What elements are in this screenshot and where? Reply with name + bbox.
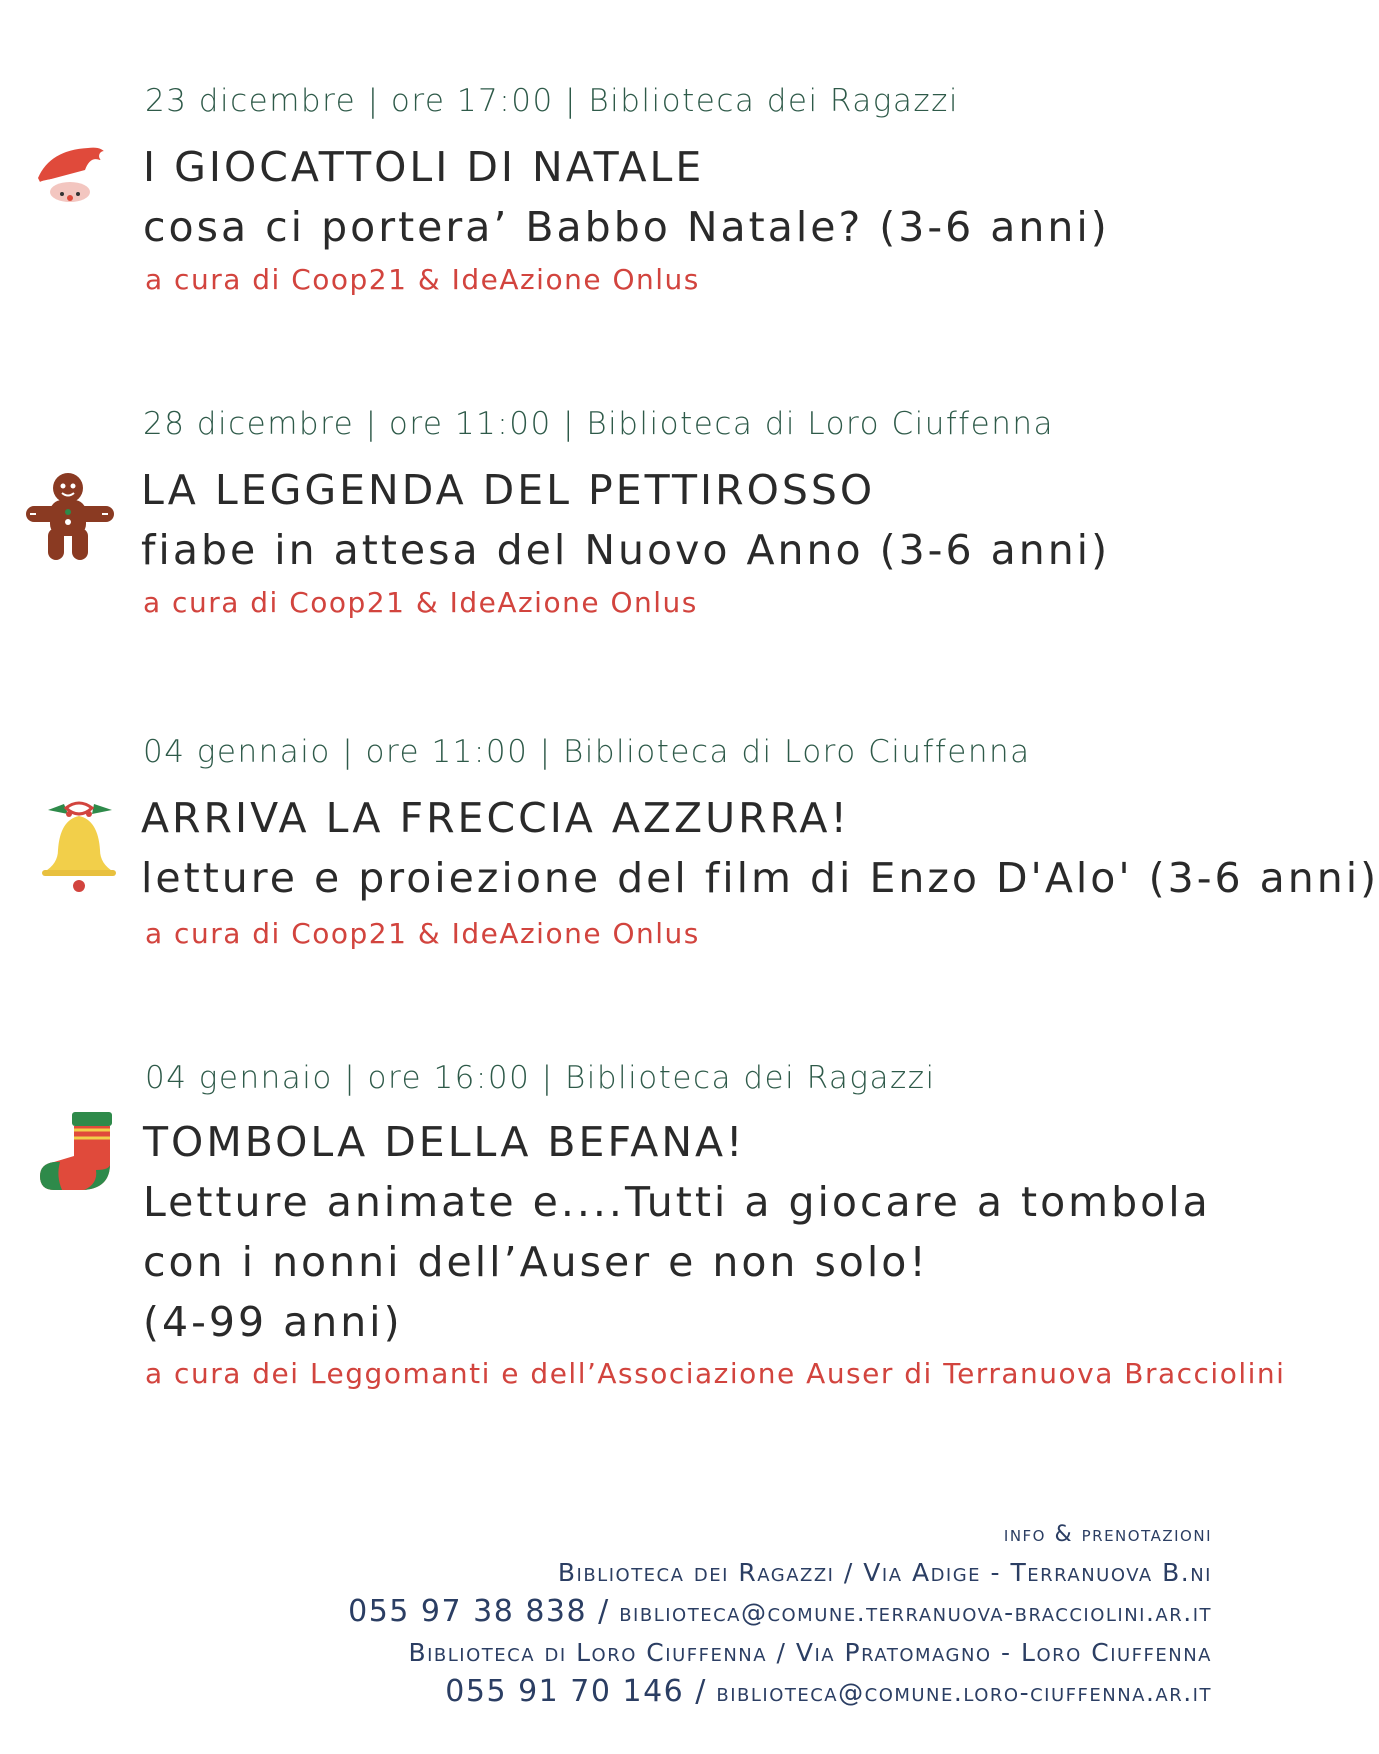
event-line-1: Letture animate e....Tutti a giocare a tombola [143, 1178, 1211, 1226]
event-meta: 04 gennaio | ore 11:00 | Biblioteca di Loro Ciuffenna [143, 734, 1031, 770]
event-subtitle: letture e proiezione del film di Enzo D'Alo' (3-6 anni) [141, 854, 1379, 902]
footer-phone-2: 055 91 70 146 / [445, 1674, 707, 1709]
event-meta: 04 gennaio | ore 16:00 | Biblioteca dei Ragazzi [145, 1060, 936, 1096]
christmas-stocking-icon [38, 1110, 128, 1200]
event-line-3: (4-99 anni) [143, 1298, 403, 1346]
event-title: ARRIVA LA FRECCIA AZZURRA! [141, 794, 850, 842]
event-title: I GIOCATTOLI DI NATALE [143, 143, 705, 191]
footer-phone-1: 055 97 38 838 / [348, 1594, 610, 1629]
event-subtitle: cosa ci portera’ Babbo Natale? (3-6 anni) [143, 203, 1110, 251]
gingerbread-man-icon [22, 470, 112, 560]
event-title: TOMBOLA DELLA BEFANA! [143, 1118, 746, 1166]
event-line-2: con i nonni dell’Auser e non solo! [143, 1238, 929, 1286]
footer-contact-1 [348, 1594, 1212, 1629]
christmas-bell-icon [34, 800, 124, 890]
footer-email-1[interactable]: biblioteca@comune.terranuova-bracciolini.ar.it [619, 1598, 1212, 1627]
santa-hat-icon [30, 140, 120, 230]
event-subtitle: fiabe in attesa del Nuovo Anno (3-6 anni) [141, 526, 1111, 574]
footer-contact-2 [445, 1674, 1212, 1709]
footer-email-2[interactable]: biblioteca@comune.loro-ciuffenna.ar.it [716, 1678, 1212, 1707]
event-credit: a cura di Coop21 & IdeAzione Onlus [145, 263, 700, 296]
footer-library-1: Biblioteca dei Ragazzi / Via Adige - Terranuova B.ni [557, 1558, 1212, 1587]
event-meta: 28 dicembre | ore 11:00 | Biblioteca di Loro Ciuffenna [143, 406, 1055, 442]
event-credit: a cura di Coop21 & IdeAzione Onlus [145, 917, 700, 950]
event-credit: a cura di Coop21 & IdeAzione Onlus [143, 586, 698, 619]
event-meta: 23 dicembre | ore 17:00 | Biblioteca dei Ragazzi [145, 83, 960, 119]
event-title: LA LEGGENDA DEL PETTIROSSO [141, 466, 876, 514]
footer-library-2: Biblioteca di Loro Ciuffenna / Via Pratomagno - Loro Ciuffenna [408, 1638, 1212, 1667]
event-credit: a cura dei Leggomanti e dell’Associazione Auser di Terranuova Bracciolini [145, 1357, 1286, 1390]
footer-heading: info & prenotazioni [1003, 1522, 1212, 1547]
